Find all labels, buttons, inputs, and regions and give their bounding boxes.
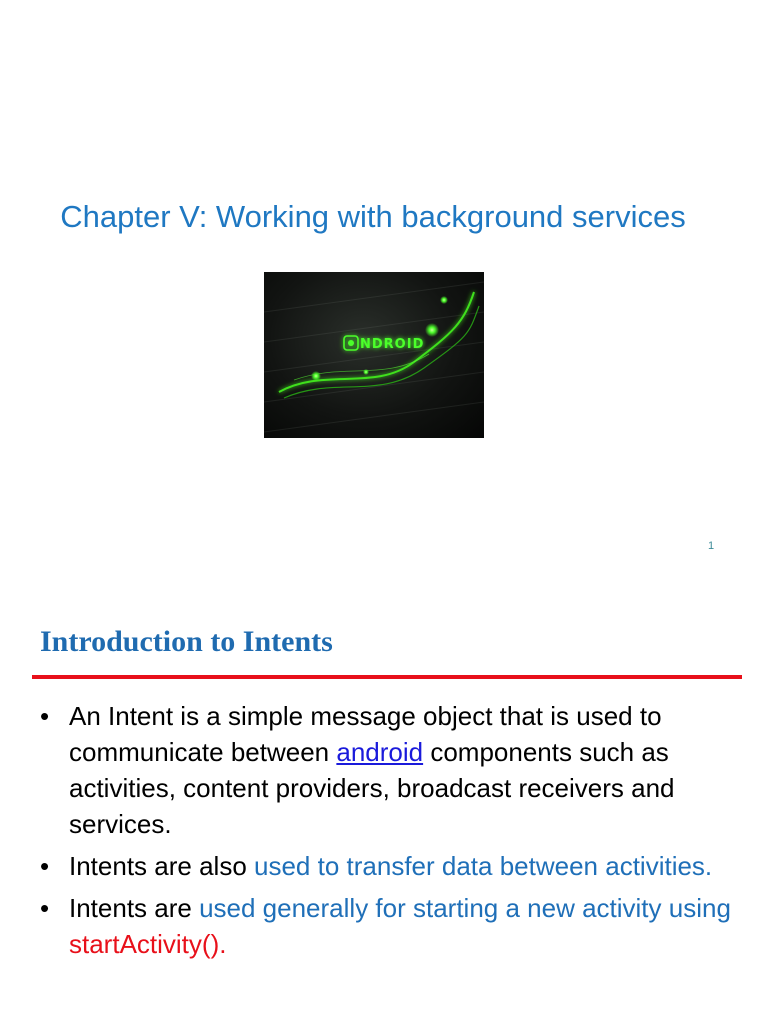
page-number: 1 xyxy=(708,540,715,552)
bullet-marker: • xyxy=(40,851,50,881)
start-activity-code: startActivity(). xyxy=(69,929,227,959)
title-underline-rule xyxy=(32,675,742,679)
bullet-3-text: Intents are xyxy=(69,893,200,923)
android-link[interactable]: android xyxy=(336,737,424,767)
slide-2 xyxy=(0,590,768,1024)
bullet-item-2 xyxy=(40,848,740,884)
bullet-item-3 xyxy=(40,890,740,962)
bullet-2-text: Intents are also xyxy=(69,851,254,881)
bullet-1-text: An Intent is a simple message object that is used to communicate between xyxy=(69,701,662,767)
slide-1-title: Chapter V: Working with background services xyxy=(60,199,686,234)
bullet-list xyxy=(40,698,740,968)
bullet-3-highlight: used generally for starting a new activity using xyxy=(199,893,731,923)
android-glow-graphic xyxy=(264,272,484,438)
slide-2-title: Introduction to Intents xyxy=(40,625,333,658)
android-logo-image xyxy=(264,272,484,438)
bullet-marker: • xyxy=(40,893,50,923)
bullet-2-highlight: used to transfer data between activities. xyxy=(254,851,713,881)
bullet-1-text-end: components such as activities, content providers, broadcast receivers and services. xyxy=(69,737,675,839)
bullet-item-1 xyxy=(40,698,740,842)
android-robot-icon xyxy=(344,336,358,350)
bullet-marker: • xyxy=(40,701,50,731)
android-logo-text: NDROID xyxy=(360,337,425,352)
